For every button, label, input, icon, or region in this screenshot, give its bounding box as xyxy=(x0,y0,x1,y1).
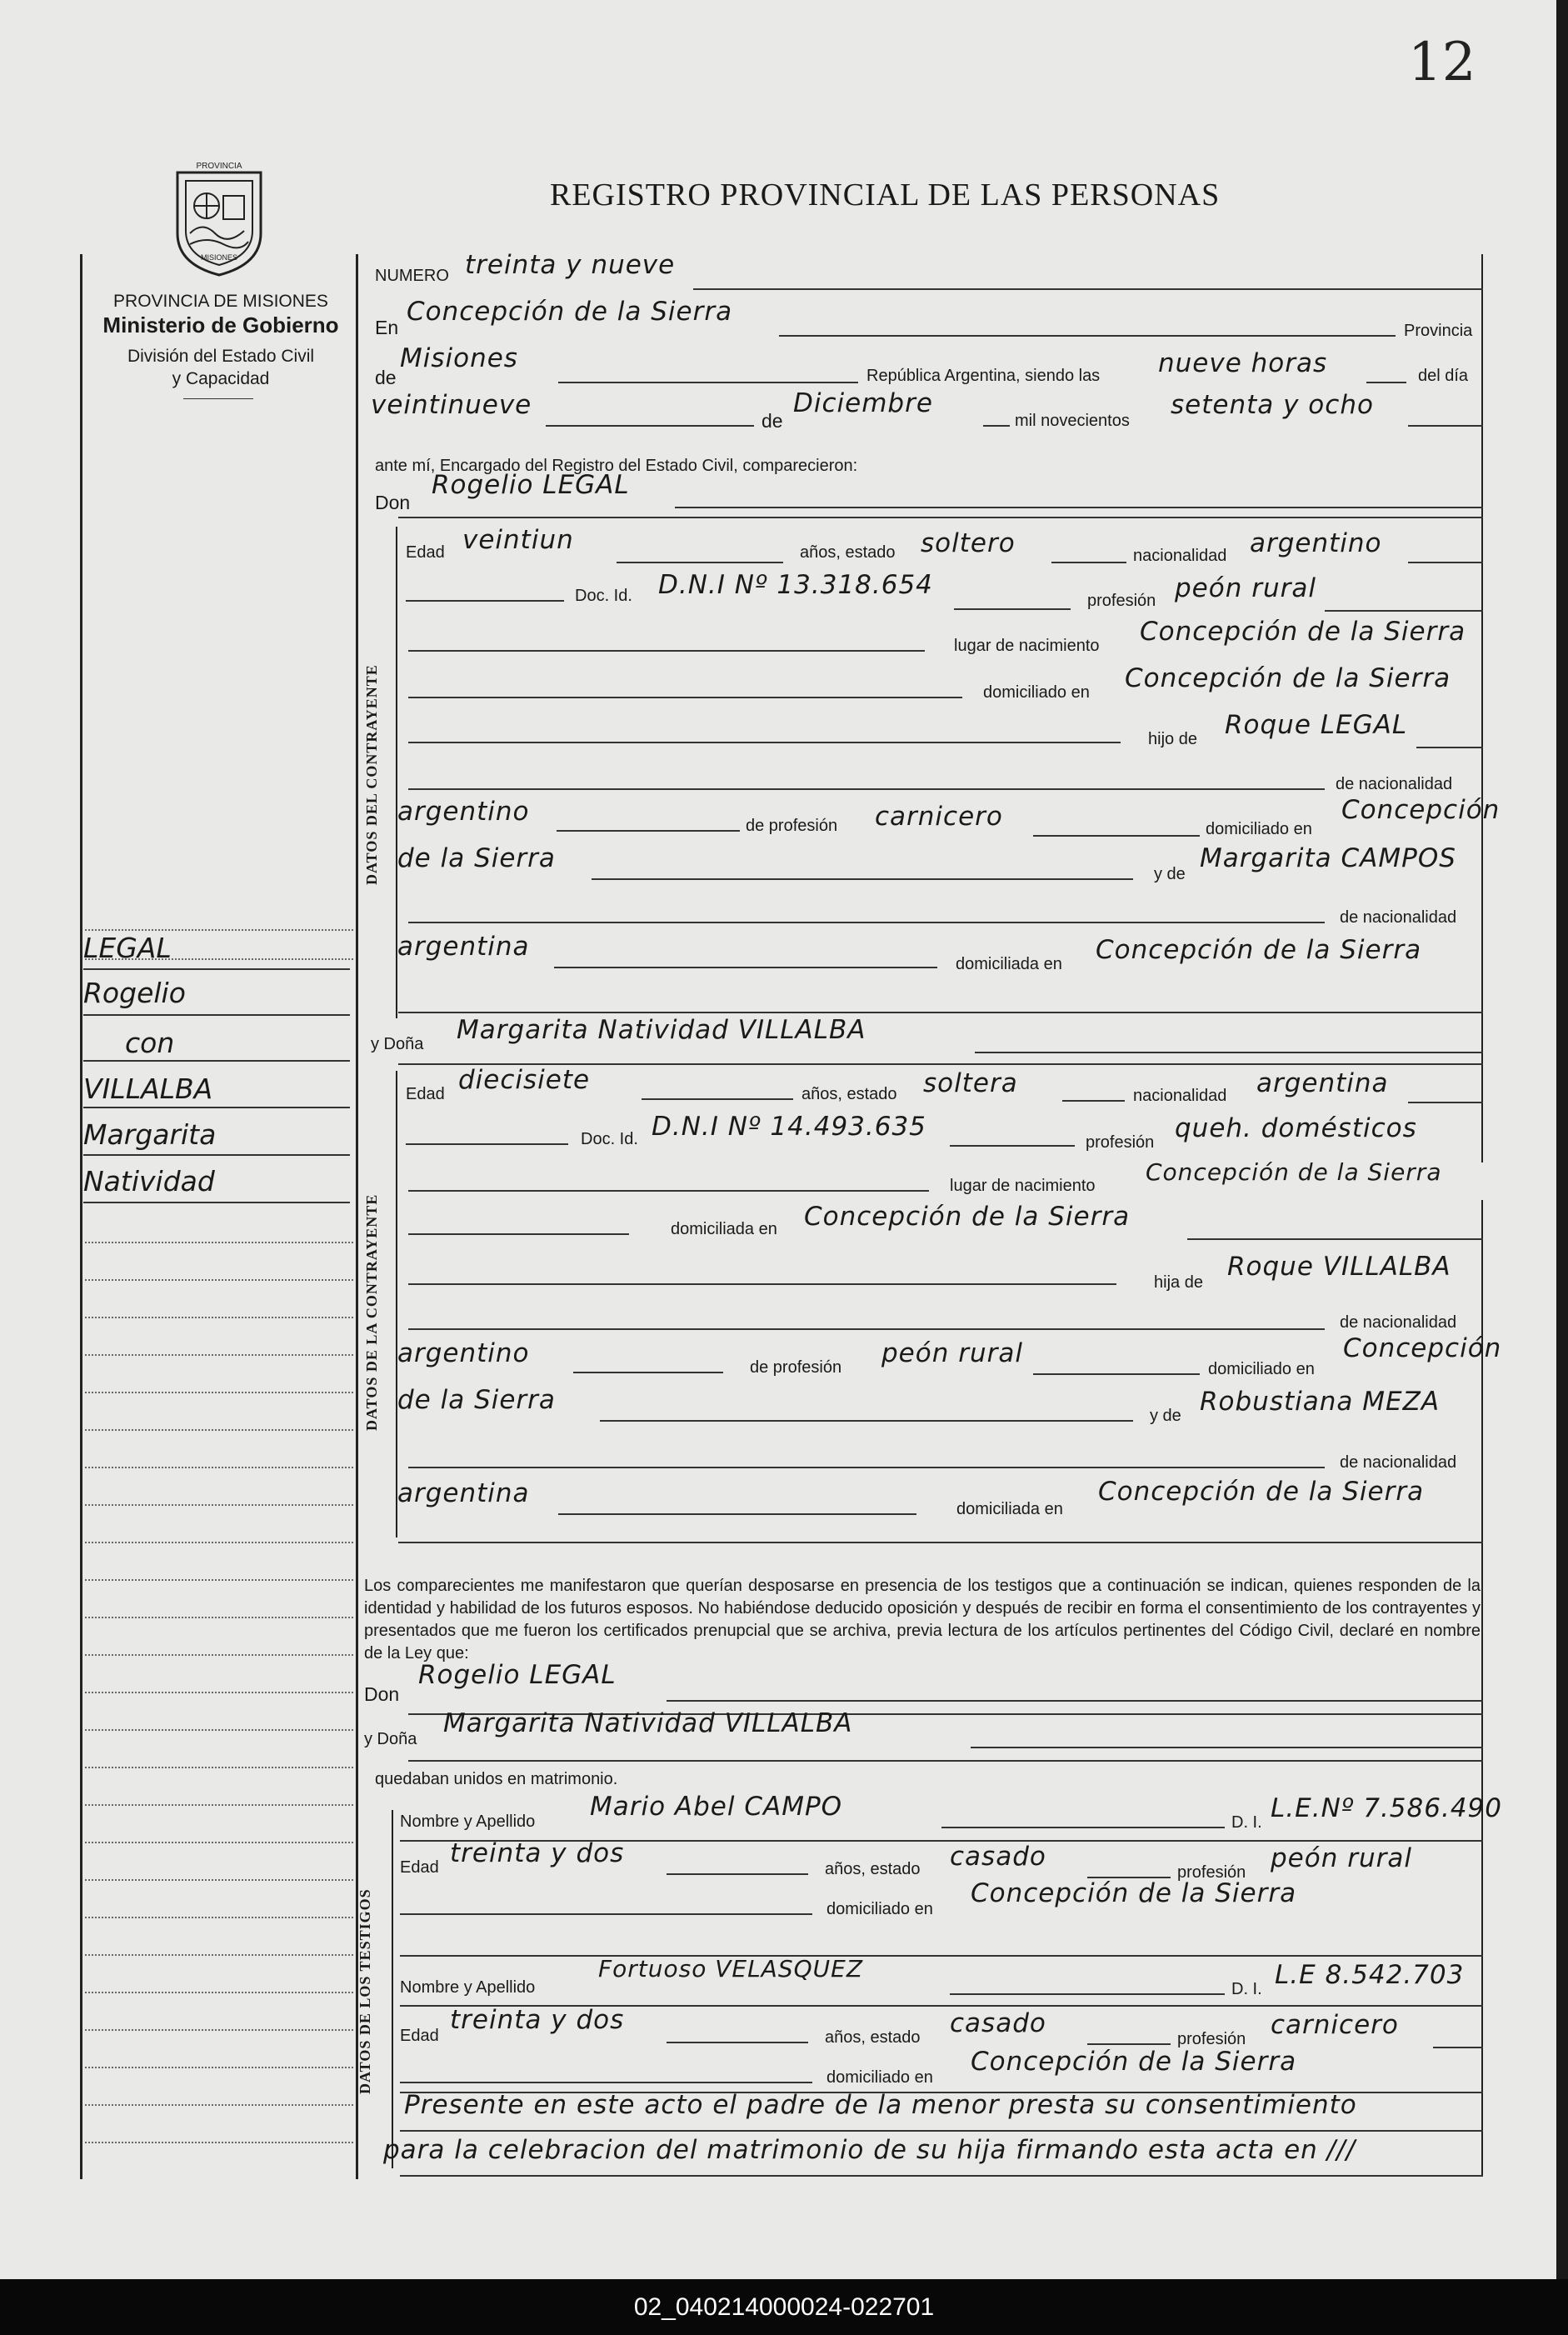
field-line xyxy=(971,1747,1483,1748)
label-de-mes: de xyxy=(762,410,783,432)
provincial-seal-icon xyxy=(165,154,273,279)
label-provincia: Provincia xyxy=(1404,322,1473,340)
margin-line xyxy=(85,1279,353,1281)
field-line xyxy=(408,1190,929,1192)
field-line xyxy=(975,1052,1483,1053)
margin-line xyxy=(85,2104,353,2106)
margin-line xyxy=(85,1767,353,1768)
bride-father: Roque VILLALBA xyxy=(1227,1252,1451,1282)
label-y-dona: y Doña xyxy=(371,1035,424,1053)
label-domiciliado-2: domiciliado en xyxy=(1206,820,1312,838)
field-line xyxy=(400,2082,812,2083)
groom-father-prof: carnicero xyxy=(875,802,1003,832)
label-y-de-bride: y de xyxy=(1150,1407,1181,1425)
field-line xyxy=(667,1700,1483,1702)
label-doc-bride: Doc. Id. xyxy=(581,1130,638,1148)
field-line xyxy=(1416,747,1483,748)
label-profesion-w2: profesión xyxy=(1177,2030,1246,2048)
label-profesion-w1: profesión xyxy=(1177,1863,1246,1882)
margin-line xyxy=(85,1354,353,1356)
field-line xyxy=(617,562,783,563)
field-line xyxy=(592,878,1133,880)
acta-anio: setenta y ocho xyxy=(1171,390,1374,420)
witness1-estado: casado xyxy=(950,1842,1046,1872)
field-line xyxy=(941,1827,1225,1828)
label-domiciliado-w2: domiciliado en xyxy=(826,2068,933,2087)
witness2-estado: casado xyxy=(950,2008,1046,2038)
field-line xyxy=(398,517,1483,518)
groom-doc: D.N.I Nº 13.318.654 xyxy=(658,570,933,600)
groom-father: Roque LEGAL xyxy=(1225,710,1408,740)
reference-number: 02_040214000024-022701 xyxy=(633,2293,935,2321)
field-line xyxy=(408,1760,1483,1762)
acta-mes: Diciembre xyxy=(793,388,933,418)
field-line xyxy=(554,967,937,968)
field-line xyxy=(675,507,1483,508)
field-line xyxy=(1408,1102,1483,1103)
agency-ministry: Ministerio de Gobierno xyxy=(102,312,339,338)
label-en: En xyxy=(375,317,399,338)
field-line xyxy=(398,1542,1483,1543)
margin-line xyxy=(85,2142,353,2143)
margin-name-2: Rogelio xyxy=(83,977,186,1009)
field-line xyxy=(400,1955,1483,1957)
field-line xyxy=(558,1513,916,1515)
label-mil: mil novecientos xyxy=(1015,412,1130,430)
field-line xyxy=(667,1873,808,1875)
label-domiciliado-w1: domiciliado en xyxy=(826,1900,933,1918)
witness1-di: L.E.Nº 7.586.490 xyxy=(1271,1793,1502,1823)
agency-division-2: y Capacidad xyxy=(172,369,270,388)
field-line xyxy=(693,288,1483,290)
label-de-profesion-bride: de profesión xyxy=(750,1358,842,1377)
label-nombre-apellido-2: Nombre y Apellido xyxy=(400,1978,536,1997)
label-numero: NUMERO xyxy=(375,267,449,285)
margin-line xyxy=(85,1504,353,1506)
field-line xyxy=(557,830,740,832)
field-line xyxy=(1062,1100,1125,1102)
label-di-2: D. I. xyxy=(1231,1980,1262,1998)
bride-father-dom-2: de la Sierra xyxy=(397,1385,556,1415)
field-line xyxy=(558,382,858,383)
field-line xyxy=(400,2175,1483,2177)
label-del-dia: del día xyxy=(1418,367,1469,385)
label-profesion-bride: profesión xyxy=(1086,1133,1155,1152)
margin-line xyxy=(85,929,353,931)
declaration-dona: Margarita Natividad VILLALBA xyxy=(443,1708,853,1738)
margin-underline xyxy=(83,1154,350,1156)
witness-bracket-line xyxy=(392,1810,393,2168)
field-line xyxy=(546,425,754,427)
field-line xyxy=(408,1233,629,1235)
witness2-name: Fortuoso VELASQUEZ xyxy=(598,1955,864,1982)
label-domiciliado-bride: domiciliado en xyxy=(1208,1360,1315,1378)
margin-name-1: LEGAL xyxy=(83,932,172,964)
label-quedaban: quedaban unidos en matrimonio. xyxy=(375,1770,618,1788)
groom-mother: Margarita CAMPOS xyxy=(1200,843,1456,873)
margin-name-4: VILLALBA xyxy=(83,1072,213,1105)
label-don: Don xyxy=(375,492,411,513)
seal-text-bottom: MISIONES xyxy=(200,253,238,262)
witness1-edad: treinta y dos xyxy=(450,1838,625,1868)
margin-line xyxy=(85,1542,353,1543)
label-edad: Edad xyxy=(406,543,445,562)
acta-provincia: Misiones xyxy=(400,343,518,373)
bride-name: Margarita Natividad VILLALBA xyxy=(457,1015,866,1045)
field-line xyxy=(954,608,1071,610)
bride-mother: Robustiana MEZA xyxy=(1200,1387,1441,1417)
field-line xyxy=(1366,382,1406,383)
margin-name-3: con xyxy=(125,1027,175,1059)
field-line xyxy=(667,2042,808,2043)
label-anos-estado-w2: años, estado xyxy=(825,2028,921,2047)
field-line xyxy=(1408,425,1483,427)
margin-underline xyxy=(83,968,350,970)
field-line xyxy=(1408,562,1483,563)
field-line xyxy=(950,1993,1225,1995)
agency-province: PROVINCIA DE MISIONES xyxy=(113,292,328,311)
label-domiciliada-bride-2: domiciliada en xyxy=(956,1500,1063,1518)
label-y-dona-2: y Doña xyxy=(364,1730,417,1748)
witness2-edad: treinta y dos xyxy=(450,2005,625,2035)
field-line xyxy=(408,1283,1116,1285)
field-line xyxy=(408,742,1121,743)
field-line xyxy=(1033,835,1200,837)
field-line xyxy=(408,1328,1325,1330)
margin-underline xyxy=(83,1060,350,1062)
field-line xyxy=(779,335,1396,337)
field-line xyxy=(950,1145,1075,1147)
margin-line xyxy=(85,1242,353,1243)
bride-mother-dom: Concepción de la Sierra xyxy=(1098,1477,1425,1507)
consent-note-line-1: Presente en este acto el padre de la menor presta su consentimiento xyxy=(404,2090,1357,2120)
label-hija-de: hija de xyxy=(1154,1273,1203,1292)
agency-underline xyxy=(183,398,253,399)
label-lugar-nac-bride: lugar de nacimiento xyxy=(950,1177,1096,1195)
margin-underline xyxy=(83,1202,350,1203)
field-line xyxy=(1187,1238,1483,1240)
bride-father-prof: peón rural xyxy=(881,1338,1023,1368)
label-nacionalidad-bride: nacionalidad xyxy=(1133,1087,1227,1105)
margin-line xyxy=(85,1429,353,1431)
margin-underline xyxy=(83,1014,350,1016)
label-domiciliado: domiciliado en xyxy=(983,683,1090,702)
witness1-domicilio: Concepción de la Sierra xyxy=(971,1878,1297,1908)
witness2-domicilio: Concepción de la Sierra xyxy=(971,2047,1297,2077)
field-line xyxy=(642,1098,793,1100)
margin-line xyxy=(85,1729,353,1731)
label-nacionalidad: nacionalidad xyxy=(1133,547,1227,565)
label-edad-w1: Edad xyxy=(400,1858,439,1877)
label-hijo-de: hijo de xyxy=(1148,730,1197,748)
witness1-profesion: peón rural xyxy=(1271,1843,1412,1873)
groom-edad: veintiun xyxy=(462,525,574,555)
groom-profesion: peón rural xyxy=(1175,573,1316,603)
groom-father-dom-1: Concepción xyxy=(1341,795,1501,825)
label-domiciliada: domiciliada en xyxy=(956,955,1062,973)
field-line xyxy=(406,1143,568,1145)
label-ante: ante mí, Encargado del Registro del Estado Civil, comparecieron: xyxy=(375,457,858,475)
label-de-nacionalidad-2: de nacionalidad xyxy=(1340,908,1457,927)
field-line xyxy=(400,2130,1483,2132)
groom-domicilio: Concepción de la Sierra xyxy=(1125,663,1451,693)
margin-line xyxy=(85,2067,353,2068)
bride-doc: D.N.I Nº 14.493.635 xyxy=(652,1112,926,1142)
label-edad-w2: Edad xyxy=(400,2027,439,2045)
label-de-nacionalidad: de nacionalidad xyxy=(1336,775,1453,793)
field-line xyxy=(408,788,1325,790)
margin-line xyxy=(85,1654,353,1656)
margin-line xyxy=(85,1917,353,1918)
groom-lugar-nac: Concepción de la Sierra xyxy=(1140,617,1466,647)
margin-line xyxy=(85,1392,353,1393)
label-domiciliada-bride: domiciliada en xyxy=(671,1220,777,1238)
label-y-de: y de xyxy=(1154,865,1186,883)
label-de-nacionalidad-bride: de nacionalidad xyxy=(1340,1313,1457,1332)
field-line xyxy=(600,1420,1133,1422)
witness2-profesion: carnicero xyxy=(1271,2010,1399,2040)
field-line xyxy=(408,697,962,698)
field-line xyxy=(1033,1373,1200,1375)
label-republica: República Argentina, siendo las xyxy=(866,367,1101,385)
acta-lugar: Concepción de la Sierra xyxy=(407,297,733,327)
acta-dia: veintinueve xyxy=(371,390,532,420)
witness2-di: L.E 8.542.703 xyxy=(1275,1960,1465,1990)
left-frame-line xyxy=(80,254,82,2179)
label-de-nacionalidad-bride-2: de nacionalidad xyxy=(1340,1453,1457,1472)
margin-line xyxy=(85,1467,353,1468)
bride-profesion: queh. domésticos xyxy=(1175,1113,1417,1143)
field-line xyxy=(406,600,564,602)
label-edad-bride: Edad xyxy=(406,1085,445,1103)
groom-father-nac: argentino xyxy=(397,797,530,827)
groom-nacionalidad: argentino xyxy=(1250,528,1382,558)
groom-name: Rogelio LEGAL xyxy=(432,470,630,500)
bride-domicilio: Concepción de la Sierra xyxy=(804,1202,1131,1232)
field-line xyxy=(1087,2043,1171,2045)
bride-edad: diecisiete xyxy=(458,1065,591,1095)
margin-line xyxy=(85,2029,353,2031)
field-line xyxy=(408,1467,1325,1468)
margin-line xyxy=(85,1317,353,1318)
margin-underline xyxy=(83,1107,350,1108)
margin-line xyxy=(85,1954,353,1956)
margin-line xyxy=(85,1692,353,1693)
declaration-paragraph: Los comparecientes me manifestaron que querían desposarse en presencia de los testigos que a continuación se indican, quienes responden de la identidad y habilidad de los futuros esposos. No habiéndose deducido oposición y después de recibir en forma el consentimiento de los contrayentes y presentados que me fueron los certificados prenupcial que se archiva, previa lectura de los artículos pertinentes del Código Civil, declaré en nombre de la Ley que: xyxy=(364,1577,1481,1662)
field-line xyxy=(400,1913,812,1915)
acta-numero: treinta y nueve xyxy=(465,250,676,280)
consent-note-line-2: para la celebracion del matrimonio de su hija firmando esta acta en /// xyxy=(383,2135,1356,2165)
margin-line xyxy=(85,1617,353,1618)
label-anos-estado-w1: años, estado xyxy=(825,1860,921,1878)
label-de: de xyxy=(375,367,397,388)
field-line xyxy=(408,922,1325,923)
groom-mother-nac: argentina xyxy=(397,932,530,962)
bride-bracket-line xyxy=(396,1071,397,1538)
groom-estado: soltero xyxy=(921,528,1016,558)
label-don-2: Don xyxy=(364,1683,400,1705)
label-lugar-nac: lugar de nacimiento xyxy=(954,637,1100,655)
margin-line xyxy=(85,1804,353,1806)
label-doc: Doc. Id. xyxy=(575,587,632,605)
bride-lugar-nac: Concepción de la Sierra xyxy=(1146,1158,1442,1186)
groom-father-dom-2: de la Sierra xyxy=(397,843,556,873)
label-de-profesion: de profesión xyxy=(746,817,838,835)
bride-mother-nac: argentina xyxy=(397,1478,530,1508)
section-label-groom: DATOS DEL CONTRAYENTE xyxy=(363,664,380,886)
margin-line xyxy=(85,1992,353,1993)
margin-line xyxy=(85,1879,353,1881)
section-label-witnesses: DATOS DE LOS TESTIGOS xyxy=(357,1888,373,2095)
field-line xyxy=(398,1012,1483,1013)
right-frame-line xyxy=(1481,254,1483,1162)
bride-nacionalidad: argentina xyxy=(1256,1068,1389,1098)
margin-name-6: Natividad xyxy=(83,1165,215,1198)
field-line xyxy=(983,425,1010,427)
label-anos-estado-bride: años, estado xyxy=(801,1085,897,1103)
bride-father-dom-1: Concepción xyxy=(1343,1333,1502,1363)
field-line xyxy=(573,1372,723,1373)
agency-division: División del Estado Civil xyxy=(127,347,315,366)
witness1-name: Mario Abel CAMPO xyxy=(590,1792,843,1822)
label-anos-estado: años, estado xyxy=(800,543,896,562)
bride-father-nac: argentino xyxy=(397,1338,530,1368)
margin-line xyxy=(85,1842,353,1843)
field-line xyxy=(1325,610,1483,612)
declaration-don: Rogelio LEGAL xyxy=(418,1660,617,1690)
label-di: D. I. xyxy=(1231,1813,1262,1832)
acta-hora: nueve horas xyxy=(1158,348,1328,378)
label-profesion: profesión xyxy=(1087,592,1156,610)
label-nombre-apellido: Nombre y Apellido xyxy=(400,1812,536,1831)
field-line xyxy=(1051,562,1126,563)
groom-mother-dom: Concepción de la Sierra xyxy=(1096,935,1422,965)
page-number: 12 xyxy=(1408,32,1476,93)
margin-name-5: Margarita xyxy=(83,1118,217,1151)
margin-line xyxy=(85,1579,353,1581)
page-title: REGISTRO PROVINCIAL DE LAS PERSONAS xyxy=(550,178,1221,212)
field-line xyxy=(1433,2047,1483,2048)
bride-estado: soltera xyxy=(923,1068,1018,1098)
section-label-bride: DATOS DE LA CONTRAYENTE xyxy=(363,1193,380,1432)
right-border xyxy=(1556,0,1568,2335)
seal-text-top: PROVINCIA xyxy=(196,162,242,171)
field-line xyxy=(408,650,925,652)
